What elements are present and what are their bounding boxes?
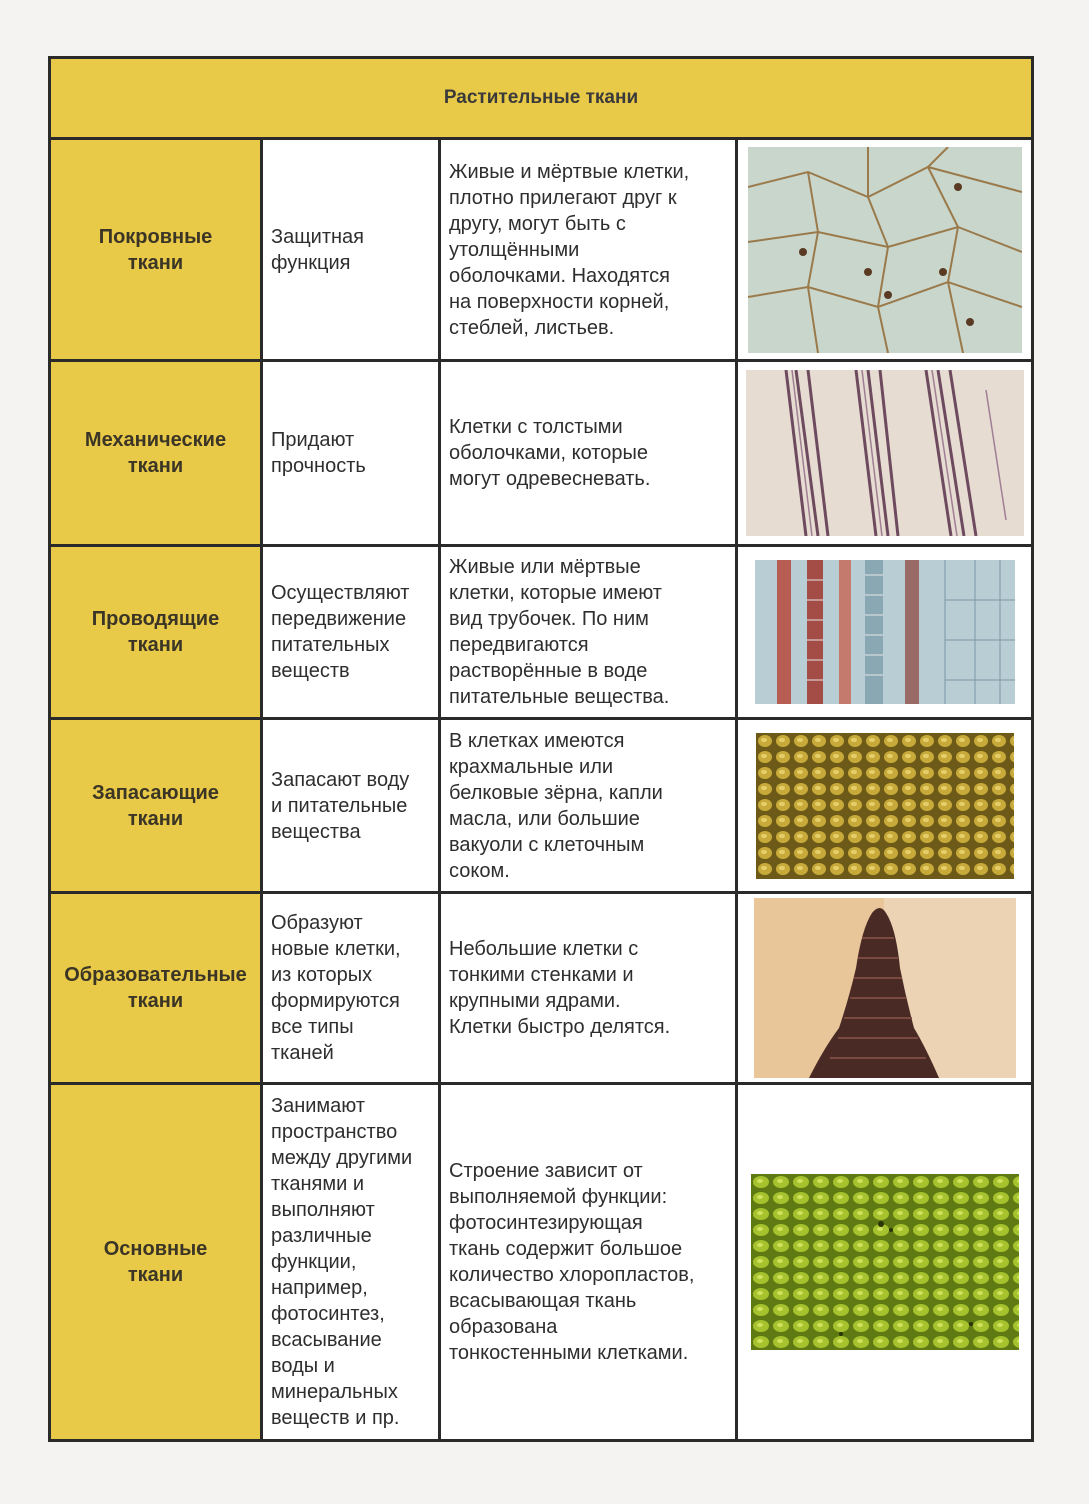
- vessels-micrograph-icon: [755, 560, 1015, 704]
- tissue-description: Живые и мёртвые клетки, плотно прилегают друг к другу, могут быть с утолщёнными оболочками. Находятся на поверхности корней, стеблей, листьев.: [449, 160, 690, 339]
- tissue-description: Живые или мёртвые клетки, которые имеют вид трубочек. По ним передвигаются растворённые в воде питательные вещества.: [449, 556, 670, 708]
- table-row: [51, 894, 1031, 1085]
- fibers-micrograph-icon: [746, 370, 1024, 536]
- parenchyma-micrograph-icon: [751, 1174, 1019, 1350]
- tissue-table: [48, 56, 1034, 1442]
- tissue-name: Проводящие ткани: [51, 547, 263, 717]
- growth-cone-micrograph-icon: [754, 898, 1016, 1078]
- tissue-function: Занимают пространство между другими тканями и выполняют различные функции, например, фотосинтез, всасывание воды и минеральных веществ и пр.: [271, 1095, 413, 1429]
- tissue-name: Основные ткани: [51, 1085, 263, 1439]
- storage-cells-micrograph-icon: [756, 733, 1014, 879]
- tissue-name: Запасающие ткани: [51, 720, 263, 891]
- tissue-function: Осуществляют передвижение питательных веществ: [271, 582, 410, 682]
- tissue-function: Защитная функция: [271, 225, 364, 274]
- table-row: [51, 140, 1031, 362]
- tissue-name: Покровные ткани: [51, 140, 263, 359]
- table-row: [51, 362, 1031, 547]
- tissue-description: Небольшие клетки с тонкими стенками и крупными ядрами. Клетки быстро делятся.: [449, 938, 671, 1038]
- tissue-description: В клетках имеются крахмальные или белковые зёрна, капли масла, или большие вакуоли с клеточным соком.: [449, 729, 663, 882]
- tissue-function: Придают прочность: [271, 429, 366, 477]
- tissue-function: Образуют новые клетки, из которых формируются все типы тканей: [271, 912, 401, 1064]
- tissue-function: Запасают воду и питательные вещества: [271, 768, 410, 843]
- tissue-description: Клетки с толстыми оболочками, которые могут одревесневать.: [449, 416, 651, 490]
- epidermis-micrograph-icon: [748, 147, 1022, 353]
- table-title: Растительные ткани: [51, 59, 1031, 140]
- table-row: [51, 547, 1031, 720]
- table-row: [51, 1085, 1031, 1439]
- tissue-name: Механические ткани: [51, 362, 263, 544]
- tissue-description: Строение зависит от выполняемой функции: фотосинтезирующая ткань содержит большое количество хлоропластов, всасывающая ткань образована тонкостенными клетками.: [449, 1160, 695, 1364]
- table-row: [51, 720, 1031, 894]
- tissue-name: Образовательные ткани: [51, 894, 263, 1082]
